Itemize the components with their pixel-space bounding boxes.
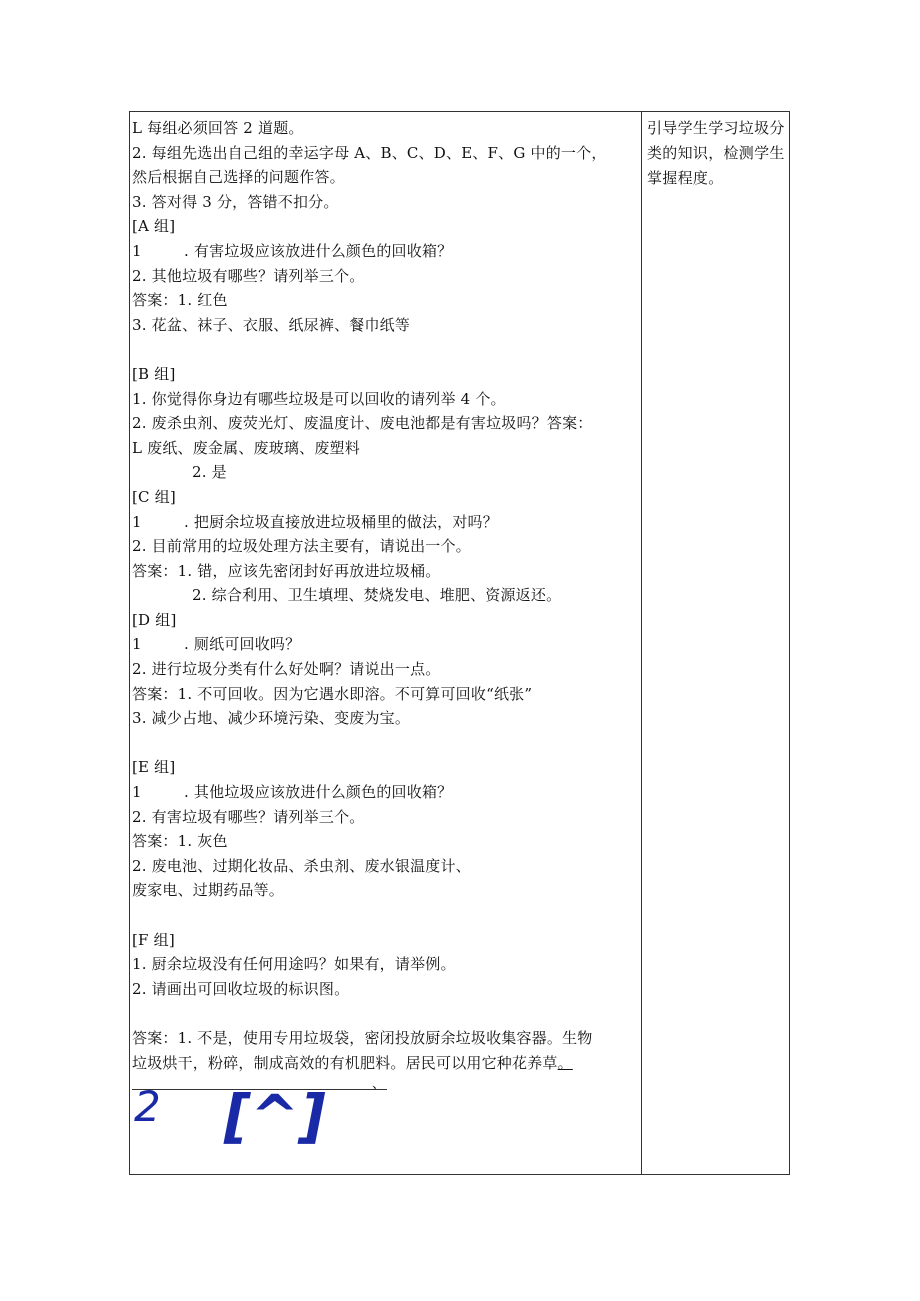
group-a-answer-1: 答案：1. 红色 [132, 291, 228, 310]
rule-line: L 每组必须回答 2 道题。 [132, 119, 304, 137]
group-b-answer-2: 2. 是 [192, 463, 227, 482]
lesson-table [129, 111, 790, 1175]
group-a-question-1 [132, 239, 638, 264]
question-text: . 厕纸可回收吗？ [184, 635, 301, 654]
question-text: . 把厨余垃圾直接放进垃圾桶里的做法，对吗？ [184, 512, 498, 531]
recycle-symbol-drawing [132, 1079, 638, 1149]
group-a-question-2: 2. 其他垃圾有哪些？请列举三个。 [132, 266, 365, 285]
group-b-title: [B 组] [132, 364, 176, 383]
group-d-question-1 [132, 632, 638, 657]
group-d-question-2: 2. 进行垃圾分类有什么好处啊？请说出一点。 [132, 660, 441, 679]
rule-line: 2. 每组先选出自己组的幸运字母 A、B、C、D、E、F、G 中的一个， [132, 143, 607, 162]
group-f-answer-1b-end: 。 [557, 1053, 573, 1072]
drawing-number: 2 [134, 1082, 161, 1132]
group-c-title: [C 组] [132, 487, 176, 506]
question-text: . 有害垃圾应该放进什么颜色的回收箱？ [184, 241, 453, 260]
drawing-symbol: [^] [224, 1082, 326, 1151]
group-c-question-1 [132, 510, 638, 535]
group-e-question-2: 2. 有害垃圾有哪些？请列举三个。 [132, 807, 365, 826]
group-e-title: [E 组] [132, 758, 176, 777]
group-e-question-1 [132, 780, 638, 805]
group-d-title: [D 组] [132, 610, 177, 629]
group-f-answer-1a: 答案：1. 不是，使用专用垃圾袋，密闭投放厨余垃圾收集容器。生物 [132, 1028, 593, 1047]
group-f-answer-1b-row [132, 1051, 638, 1076]
group-e-answer-2b: 废家电、过期药品等。 [132, 881, 285, 900]
group-b-question-2: 2. 废杀虫剂、废荧光灯、废温度计、废电池都是有害垃圾吗？答案： [132, 414, 593, 433]
group-a-title: [A 组] [132, 217, 176, 236]
column-divider [641, 112, 642, 1174]
question-number: 1 [132, 241, 142, 260]
rule-line: 3. 答对得 3 分，答错不扣分。 [132, 192, 339, 211]
group-c-answer-1: 答案：1. 错，应该先密闭封好再放进垃圾桶。 [132, 561, 441, 580]
rule-line: 然后根据自己选择的问题作答。 [132, 168, 345, 187]
drawing-tick: 、 [372, 1077, 386, 1093]
group-c-question-2: 2. 目前常用的垃圾处理方法主要有，请说出一个。 [132, 537, 471, 556]
group-c-answer-2-row [132, 583, 638, 608]
group-e-answer-1: 答案：1. 灰色 [132, 832, 228, 851]
group-b-question-1: 1. 你觉得你身边有哪些垃圾是可以回收的请列举 4 个。 [132, 389, 506, 408]
side-note: 引导学生学习垃圾分类的知识，检测学生掌握程度。 [647, 119, 785, 187]
group-a-answer-2: 3. 花盆、袜子、衣服、纸尿裤、餐巾纸等 [132, 315, 411, 334]
group-f-question-1: 1. 厨余垃圾没有任何用途吗？如果有，请举例。 [132, 955, 456, 974]
group-b-answer-2-row [132, 460, 638, 485]
group-e-answer-2a: 2. 废电池、过期化妆品、杀虫剂、废水银温度计、 [132, 856, 471, 875]
question-text: . 其他垃圾应该放进什么颜色的回收箱？ [184, 783, 453, 802]
group-c-answer-2: 2. 综合利用、卫生填埋、焚烧发电、堆肥、资源返还。 [192, 586, 562, 605]
activity-column [132, 116, 638, 1149]
question-number: 1 [132, 635, 142, 654]
group-d-answer-1: 答案：1. 不可回收。因为它遇水即溶。不可算可回收“纸张” [132, 684, 533, 703]
question-number: 1 [132, 512, 142, 531]
group-b-answer-1: L 废纸、废金属、废玻璃、废塑料 [132, 438, 360, 457]
question-number: 1 [132, 783, 142, 802]
group-f-question-2: 2. 请画出可回收垃圾的标识图。 [132, 979, 350, 998]
purpose-column [647, 116, 787, 191]
group-d-answer-2: 3. 减少占地、减少环境污染、变废为宝。 [132, 709, 411, 728]
group-f-title: [F 组] [132, 930, 175, 949]
group-f-answer-1b: 垃圾烘干，粉碎，制成高效的有机肥料。居民可以用它种花养草 [132, 1053, 558, 1072]
